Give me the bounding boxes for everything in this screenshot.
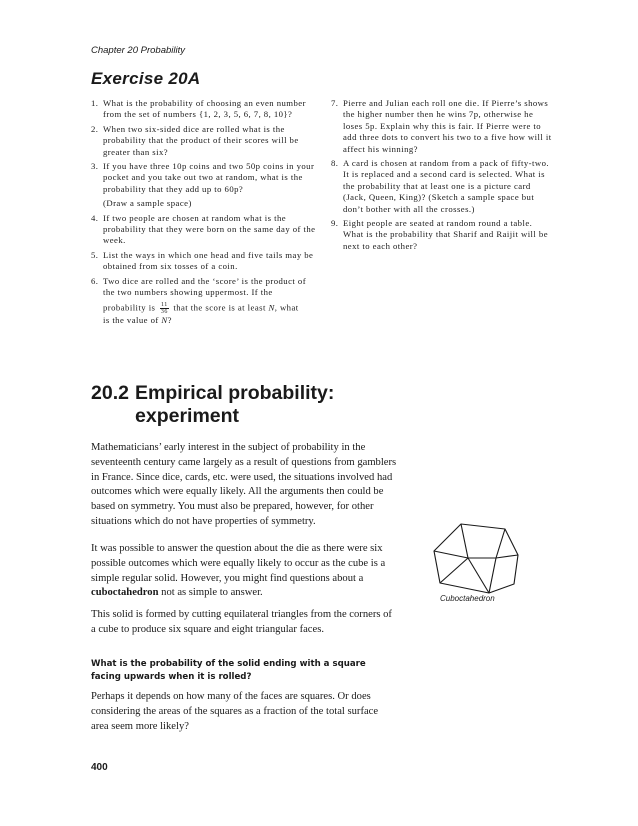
question-text: Pierre and Julian each roll one die. If Pierre’s shows the higher number then he wins 7p, otherwise he loses 5p. Explain why this is fair. If Pierre were to add three dots to convert his two to a five how will it affect his winning? [343, 98, 552, 154]
question-item [331, 98, 553, 155]
edge [496, 555, 518, 558]
question-number: 9. [331, 218, 339, 229]
fraction-numerator: 11 [161, 301, 168, 308]
question-text: Two dice are rolled and the ‘score’ is the product of the two numbers showing uppermost. If the [103, 275, 307, 298]
exercise-left-column [91, 98, 320, 329]
variable: N [161, 314, 168, 325]
paragraph-2-text: It was possible to answer the question about the die as there were six possible outcomes which were equally likely to occur as the cube is a simple regular solid. However, you might find questions about a [91, 543, 386, 584]
discussion-question: What is the probability of the solid ending with a square facing upwards when it is rolled? [91, 659, 366, 682]
question-item [331, 158, 553, 215]
question-number: 5. [91, 249, 99, 260]
edge [468, 558, 489, 593]
question-text: Eight people are seated at random round a table. What is the probability that Sharif and Raijit will be next to each other? [343, 218, 549, 251]
question-text-fraction-line [103, 302, 320, 315]
paragraph-3: This solid is formed by cutting equilateral triangles from the corners of a cube to produce six square and eight triangular faces. [91, 609, 392, 635]
question-number: 8. [331, 158, 339, 169]
section-number: 20.2 [91, 382, 129, 404]
edge [489, 558, 496, 593]
question-number: 4. [91, 212, 99, 223]
chapter-header: Chapter 20 Probability [91, 45, 185, 56]
question-number: 3. [91, 161, 99, 172]
variable: N [268, 302, 275, 312]
section-heading [91, 382, 334, 428]
question-text: List the ways in which one head and five tails may be obtained from six tosses of a coin. [103, 249, 314, 272]
page-number: 400 [91, 762, 108, 773]
edge [434, 551, 468, 558]
question-item [91, 98, 320, 121]
section-title-line1: Empirical probability: [135, 382, 335, 404]
question-item [91, 124, 320, 158]
edge [440, 558, 468, 583]
paragraph-2 [91, 542, 397, 601]
term-cuboctahedron: cuboctahedron [91, 587, 159, 599]
paragraph-2-text-end: not as simple to answer. [158, 587, 263, 599]
question-item [91, 161, 320, 210]
question-text-part: , what [274, 302, 299, 312]
paragraph-1: Mathematicians’ early interest in the subject of probability in the seventeenth century came largely as a result of questions from gamblers in France. Since dice, cards, etc. were used, the situations involved had outcomes which were equally likely. All the arguments then could be based on symmetry. You must also be prepared, however, for other situations which do not have properties of symmetry. [91, 442, 397, 527]
paragraph-4: Perhaps it depends on how many of the faces are squares. Or does considering the areas of the squares as a fraction of the total surface area seem more likely? [91, 691, 379, 732]
edge [496, 529, 505, 558]
question-number: 7. [331, 98, 339, 108]
question-text-end-line [103, 315, 320, 326]
question-item [91, 276, 320, 326]
exercise-title: Exercise 20A [91, 69, 201, 88]
question-item [91, 213, 320, 247]
question-text-part: probability is [103, 302, 156, 312]
exercise-right-column [331, 98, 553, 255]
question-item [331, 218, 553, 252]
edge [461, 524, 468, 558]
question-text: A card is chosen at random from a pack of fifty-two. It is replaced and a second card is selected. What is the probability that at least one is a picture card (Jack, Queen, King)? (Sketch a sample space but don’t bother with all the crosses.) [343, 158, 550, 214]
question-text-part: ? [167, 314, 172, 325]
question-text-part: is the value of [103, 314, 159, 325]
question-text: If two people are chosen at random what is the probability that they were born on the same day of the week. [103, 212, 316, 246]
question-text: If you have three 10p coins and two 50p coins in your pocket and you take out two at random, what is the probability that they add up to 60p? [103, 161, 315, 194]
fraction [160, 302, 169, 315]
section-title-line2: experiment [135, 405, 240, 427]
question-hint: (Draw a sample space) [103, 198, 192, 209]
fraction-denominator: 36 [160, 308, 168, 315]
question-number: 6. [91, 275, 99, 286]
question-number: 1. [91, 98, 99, 108]
question-item [91, 250, 320, 273]
question-text-part: that the score is at least [173, 302, 266, 312]
figure-caption: Cuboctahedron [440, 594, 495, 603]
question-text: When two six-sided dice are rolled what is the probability that the product of their scores will be greater than six? [103, 123, 299, 157]
question-text: What is the probability of choosing an even number from the set of numbers {1, 2, 3, 5, 6, 7, 8, 10}? [103, 98, 306, 120]
question-number: 2. [91, 123, 99, 134]
